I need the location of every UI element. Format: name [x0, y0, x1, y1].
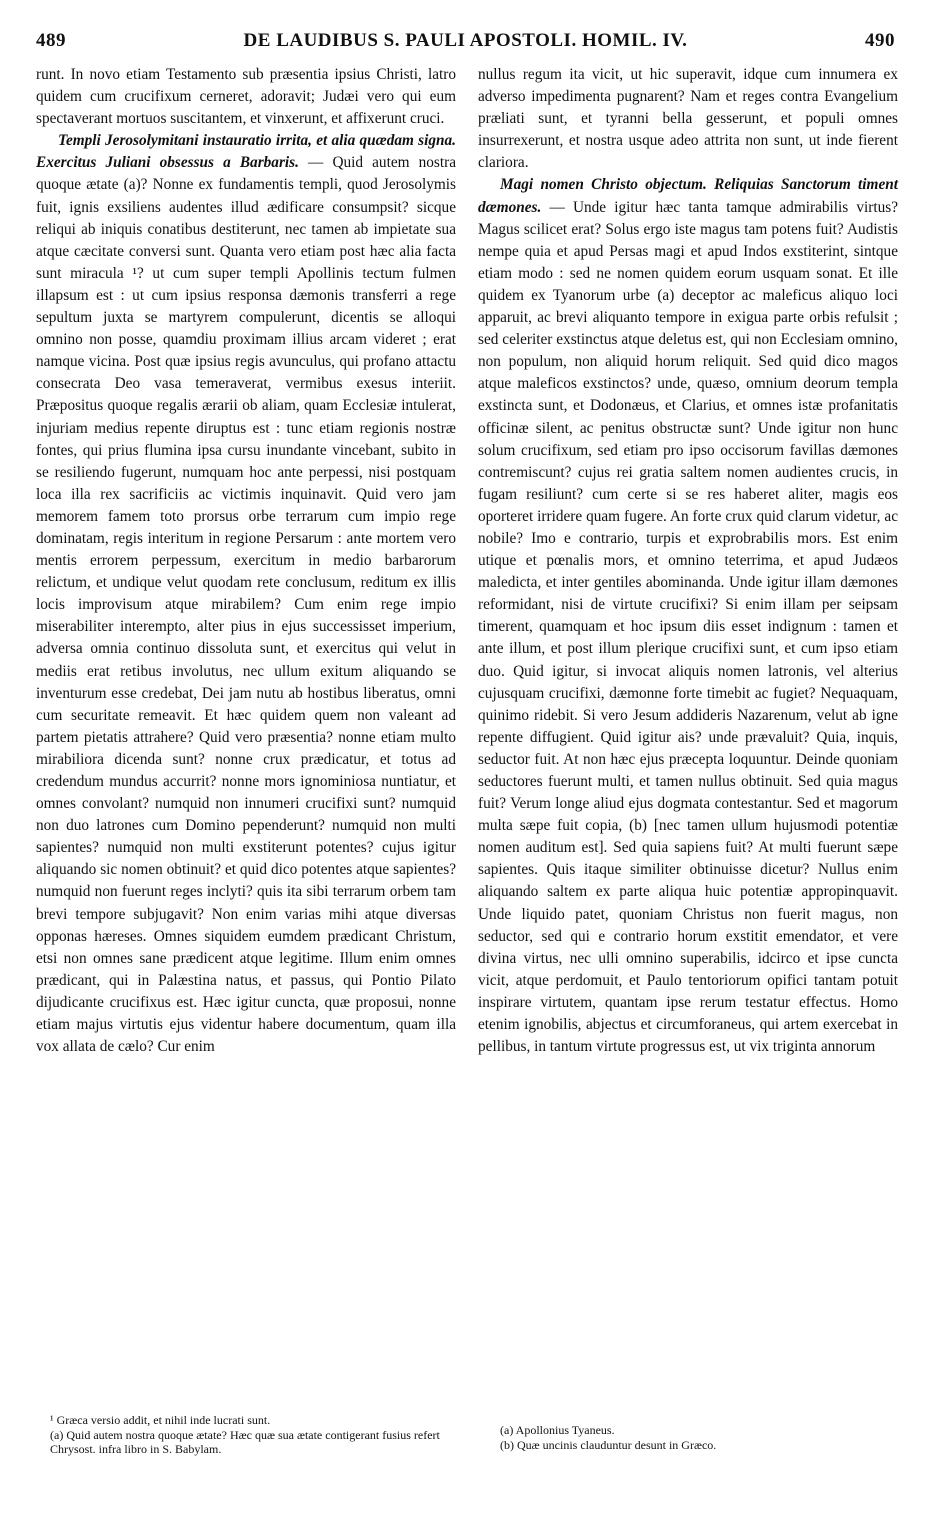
left-paragraph-1: runt. In novo etiam Testamento sub præsentia ipsius Christi, latro quidem cum crucifixum cerneret, adoravit; Judæi vero qui eum spectaverant mortuos suscitantem, et vinxerunt, et affixerunt cruci. — [36, 66, 456, 128]
page-number-left: 489 — [36, 30, 66, 51]
left-column — [36, 64, 456, 1058]
footnote-a-left: (a) Quid autem nostra quoque ætate? Hæc quæ sua ætate contigerant fusius refert Chrysost. infra libro in S. Babylam. — [50, 1427, 440, 1456]
footnote-a-right: (a) Apollonius Tyaneus. — [500, 1423, 615, 1437]
right-paragraph-2 — [478, 174, 898, 1058]
right-paragraph-2-text: — Unde igitur hæc tanta tamque admirabilis virtus? Magus scilicet erat? Solus ergo iste magus tam potens fuit? Audistis nempe quia et apud Persas magi et apud Indos exstiterint, sintque etiam modo : sed ne nomen quidem eorum usquam sonat. Et ille quidem ex Tyanorum urbe (a) deceptor ac maleficus aliquo loci apparuit, ac brevi aliquanto tempore in exigua parte orbis refulsit ; sed celeriter exstinctus atque deletus est, qui non Ecclesiam omnino, non populum, non aliquid horum reliquit. Sed quid dico magos atque maleficos exstinctos? unde, quæso, omnium deorum templa exstincta sunt, et Dodonæus, et Clarius, et omnes istæ profanitatis officinæ silent, ac penitus obstructæ sunt? Unde igitur non hunc solum crucifixum, sed etiam pro ipso occisorum favillas dæmones contremiscunt? cujus rei gratia saltem nomen audientes crucis, in fugam resiliunt? cum certe si se res haberet aliter, magis eos oporteret irridere quam fugere. An forte crux quid clarum videtur, ac nobile? Imo e contrario, turpis et exprobrabilis mors. Est enim utique et pœnalis mors, et omnino teterrima, et apud Judæos maledicta, et inter gentiles abominanda. Unde igitur illam dæmones reformidant, nisi de virtute crucifixi? Si enim illam per seipsam timerent, quamquam et hoc ipsum diis esset indignum : tamen et ante illum, et post illum plerique crucifixi sunt, et cum ipso etiam duo. Quid igitur, si invocat aliquis nomen latronis, vel alterius cujusquam crucifixi, dæmonne forte timebit ac fugiet? Nequaquam, quinimo ridebit. Si vero Jesum addideris Nazarenum, velut ab igne repente diffugient. Quid igitur ais? unde prævaluit? Quia, inquis, seductor fuit. At non hæc ejus præcepta loquuntur. Deinde quoniam seductores fuerunt multi, et tamen nullus obtinuit. Sed quia magus fuit? Verum longe aliud ejus dogmata contestantur. Sed et magorum multa sæpe fuit copia, (b) [nec tamen ullum hujusmodi potentiæ nomen auditum est]. Sed quia sapiens fuit? At multi fuerunt sæpe sapientes. Quis itaque similiter obtinuisse dicetur? Nullus enim aliquando saltem ex parte aliqua huic potentiæ appropinquavit. Unde liquido patet, quoniam Christus non fuerit magus, non seductor, sed qui e contrario horum exstitit emendator, et vere divina virtus, nec ulli omnino superabilis, idcirco et ipse cuncta vicit, atque perdomuit, et Paulo tentoriorum opifici tantam potuit inspirare virtutem, quantam ipse rerum testatur effectus. Homo etenim ignobilis, abjectus et circumforaneus, qui artem exercebat in pellibus, in tantum virtute progressus est, ut vix triginta annorum — [478, 198, 898, 1056]
right-subheading: Magi nomen Christo objectum. Reliquias Sanctorum timent dæmones. — [478, 176, 898, 216]
right-column — [478, 64, 898, 1058]
running-title: DE LAUDIBUS S. PAULI APOSTOLI. HOMIL. IV. — [243, 30, 688, 51]
footnote-1: ¹ Græca versio addit, et nihil inde lucrati sunt. — [50, 1413, 271, 1427]
right-paragraph-1: nullus regum ita vicit, ut hic superavit, idque cum innumera ex adverso impedimenta pugnarent? Nam et reges contra Evangelium præliati sunt, et tyranni bella gesserunt, et populi omnes insurrexerunt, et nostra usque adeo attrita non sunt, ut inde fierent clariora. — [478, 66, 898, 172]
left-subheading: Templi Jerosolymitani instauratio irrita, et alia quædam signa. Exercitus Juliani obsessus a Barbaris. — [36, 132, 456, 172]
footnotes-left — [50, 1413, 460, 1457]
footnotes-right — [500, 1423, 900, 1452]
footnote-b-right: (b) Quæ uncinis clauduntur desunt in Græco. — [500, 1437, 717, 1452]
page-number-right: 490 — [865, 30, 895, 51]
left-paragraph-2-text: — Quid autem nostra quoque ætate (a)? Nonne ex fundamentis templi, quod Jerosolymis fuit, ignis exsiliens audentes illud ædificare consumpsit? sicque reliqui ab iniquis conatibus destiterunt, nec tamen ab impietate sua atque cæcitate conversi sunt. Quanta vero etiam post hæc alia facta sunt miracula ¹? ut cum super templi Apollinis tectum fulmen illapsum est : ut cum ipsius responsa dæmonis transferri a rege sepultum juxta se martyrem compulerunt, dicentis se alloqui omnino non posse, quamdiu proximam illius arcam videret ; erat namque vicina. Post quæ ipsius regis avunculus, qui profano attactu consecrata Deo vasa temeraverat, vermibus exesus interiit. Præpositus quoque regalis ærarii ob aliam, quam Ecclesiæ intulerat, injuriam medius repente diruptus est : tunc etiam regionis nostræ fontes, qui prius flumina ipsa cursu inundante vincebant, subito in se resiliendo fugerunt, numquam hoc ante perpessi, nisi postquam loca illa rex sacrificiis ac victimis inquinavit. Quid vero jam memorem famem toto prorsus orbe terrarum cum impio rege dominatam, regis interitum in regione Persarum : ante mortem vero mentis errorem perpessum, exercitum in medio barbarorum relictum, et undique velut quodam rete conclusum, reditum ex illis locis improvisum atque mirabilem? Cum enim rege impio miserabiliter interempto, alter pius in ejus successisset imperium, adversa omnia continuo dissoluta sunt, et exercitus qui velut in mediis erat retibus involutus, nec ullum exitum aliquando se inventurum esse credebat, Dei jam nutu ab hostibus liberatus, omni cum securitate remeavit. Et hæc quidem quem non valeant ad partem pietatis attrahere? Quid vero præsentia? nonne etiam multo mirabiliora dicenda sunt? nonne crux prædicatur, et totus ad credendum mundus accurrit? nonne mors ignominiosa nuntiatur, et omnes convolant? numquid non innumeri crucifixi sunt? numquid non duo latrones cum Domino pependerunt? numquid non multi sapientes? numquid non multi exstiterunt potentes? cujus igitur aliquando sic nomen obtinuit? et quid dico potentes atque sapientes? numquid non fuerunt reges inclyti? quis ita sibi terrarum orbem tam brevi tempore subjugavit? Non enim varias mihi atque diversas opponas hæreses. Omnes siquidem eumdem prædicant Christum, etsi non omnes sane prædicent atque legitime. Illum enim omnes prædicant, qui in Palæstina natus, et passus, qui Pontio Pilato dijudicante crucifixus est. Hæc igitur cuncta, quæ proposui, nonne etiam majus virtutis ejus videntur habere documentum, quam illa vox allata de cælo? Cur enim — [36, 154, 457, 1056]
left-paragraph-2 — [36, 130, 456, 1058]
running-header — [36, 30, 895, 60]
